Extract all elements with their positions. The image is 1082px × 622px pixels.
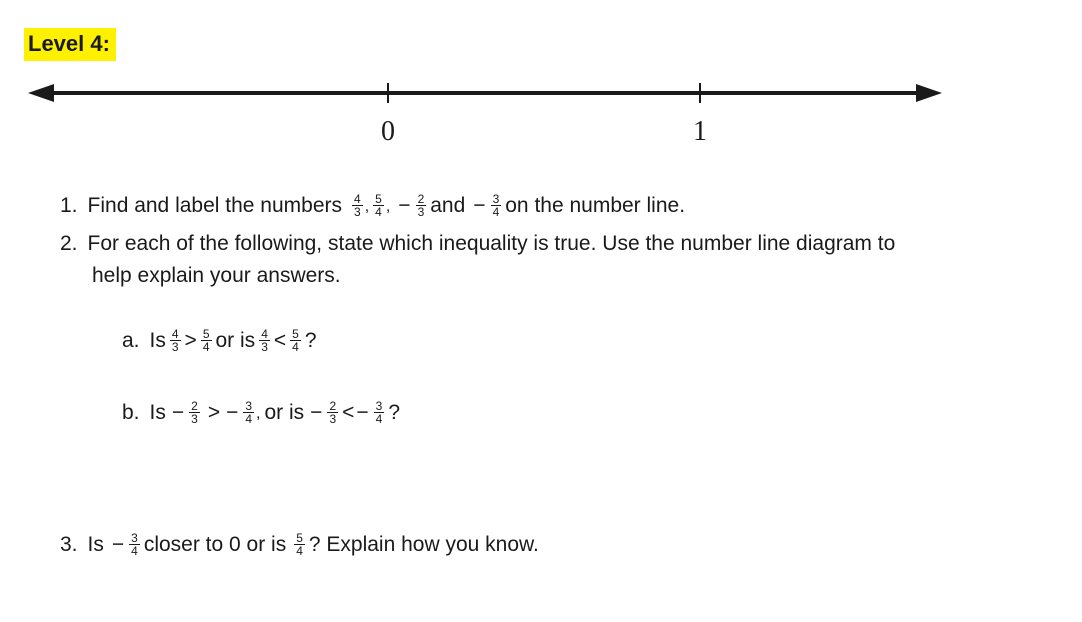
fraction: $\frac{5}{4}$ — [202, 327, 210, 354]
fraction: $\frac{5}{4}$ — [296, 531, 303, 558]
question-3: 3. Is − $\frac{3}{4}$ closer to 0 or is $\frac{5}{4}$ ? Explain how you know. — [60, 531, 539, 558]
fraction: $\frac{3}{4}$ — [492, 192, 500, 219]
fraction: $\frac{5}{4}$ — [375, 192, 382, 219]
question-2b: b. Is − $\frac{2}{3}$ > − $\frac{3}{4}$ , or is − $\frac{2}{3}$ < − $\frac{3}{4}$ ? — [122, 399, 401, 426]
question-text: Is — [149, 328, 166, 352]
sub-label: b. — [122, 400, 140, 424]
question-text: ? Explain how you know. — [308, 532, 539, 556]
operator: < — [342, 400, 355, 424]
question-text: Is — [149, 400, 166, 424]
tick-label-one: 1 — [693, 116, 707, 147]
question-2a — [122, 328, 317, 353]
fraction: $\frac{4}{3}$ — [354, 192, 361, 219]
operator: > — [184, 328, 197, 352]
fraction: $\frac{4}{3}$ — [171, 327, 179, 354]
question-1: 1. Find and label the numbers $\frac{4}{3}$ , $\frac{5}{4}$ , − $\frac{2}{3}$ and − $\frac{3}{4}$ on the number line. — [60, 192, 686, 219]
fraction: $\frac{3}{4}$ — [245, 399, 253, 426]
question-text: on the number line. — [505, 193, 686, 217]
fraction: $\frac{5}{4}$ — [292, 327, 299, 354]
question-text: or is — [215, 328, 256, 352]
question-2 — [60, 232, 895, 256]
question-mark: ? — [304, 328, 317, 352]
operator: < — [273, 328, 287, 352]
left-arrow-icon — [28, 84, 54, 102]
fraction: $\frac{2}{3}$ — [417, 192, 425, 219]
fraction: $\frac{2}{3}$ — [191, 399, 198, 426]
fraction: $\frac{2}{3}$ — [329, 399, 337, 426]
level-title: Level 4: — [24, 28, 116, 61]
number-line — [0, 0, 1082, 160]
fraction: $\frac{3}{4}$ — [131, 531, 138, 558]
question-text: or is — [264, 400, 305, 424]
question-number: 3. — [60, 532, 78, 556]
question-mark: ? — [388, 400, 401, 424]
question-text: closer to 0 or is — [143, 532, 287, 556]
question-number: 1. — [60, 193, 78, 217]
question-number: 2. — [60, 232, 78, 255]
question-2-continued — [92, 264, 341, 288]
fraction: $\frac{4}{3}$ — [261, 327, 268, 354]
question-text: Is — [87, 532, 104, 556]
question-text: help explain your answers. — [92, 264, 341, 287]
right-arrow-icon — [916, 84, 942, 102]
operator: > — [207, 400, 221, 424]
question-text: Find and label the numbers — [87, 193, 343, 217]
question-text: For each of the following, state which inequality is true. Use the number line diagram to — [87, 232, 896, 255]
question-text: and — [430, 193, 466, 217]
tick-label-zero: 0 — [381, 116, 395, 147]
fraction: $\frac{3}{4}$ — [375, 399, 383, 426]
sub-label: a. — [122, 328, 140, 352]
